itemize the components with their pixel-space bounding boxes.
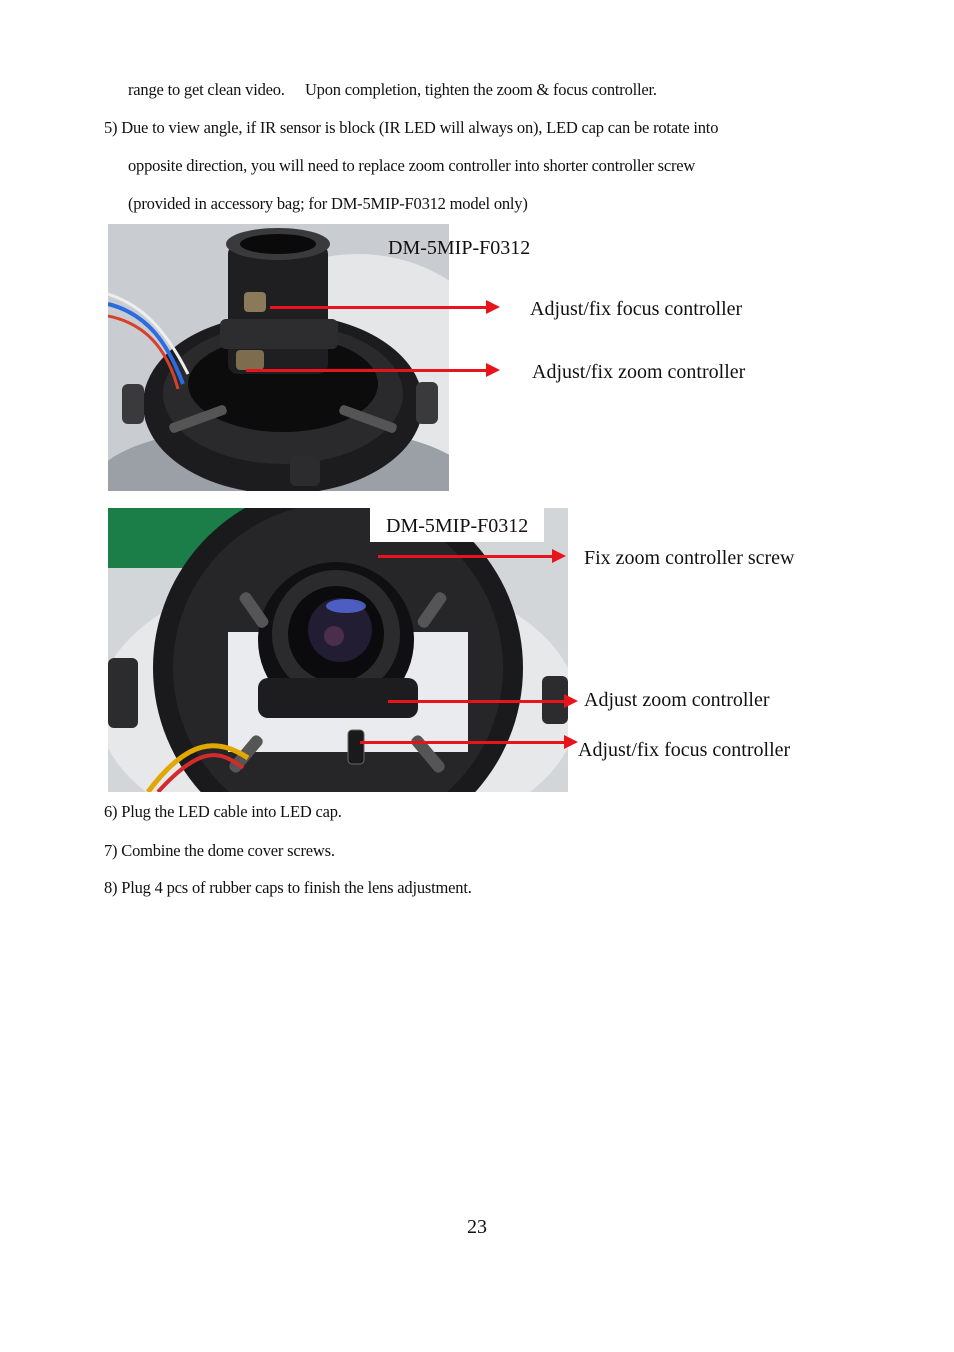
figure-1-model-label: DM-5MIP-F0312 [388, 237, 531, 259]
step-7: 7) Combine the dome cover screws. [104, 841, 335, 860]
step-5-line-1: 5) Due to view angle, if IR sensor is block (IR LED will always on), LED cap can be rotate into [104, 118, 719, 137]
figure-1-focus-arrow [270, 306, 488, 309]
figure-1-zoom-arrow [246, 369, 488, 372]
step-6: 6) Plug the LED cable into LED cap. [104, 802, 342, 821]
figure-2-fix-screw-label: Fix zoom controller screw [584, 547, 795, 569]
page-number: 23 [467, 1216, 487, 1238]
figure-2-zoom-arrow [388, 700, 566, 703]
figure-2-zoom-label: Adjust zoom controller [584, 689, 770, 711]
figure-2-focus-arrow [360, 741, 566, 744]
text-line-continuation: range to get clean video. Upon completion, tighten the zoom & focus controller. [128, 80, 657, 99]
figure-2-model-label: DM-5MIP-F0312 [370, 508, 544, 542]
figure-1-photo [108, 224, 449, 491]
figure-2-fix-screw-arrow [378, 555, 554, 558]
figure-2-focus-label: Adjust/fix focus controller [578, 739, 791, 761]
step-5-line-2: opposite direction, you will need to replace zoom controller into shorter controller screw [128, 156, 696, 175]
camera-lens-mount-photo-1 [108, 224, 449, 491]
figure-1-focus-label: Adjust/fix focus controller [530, 298, 743, 320]
step-8: 8) Plug 4 pcs of rubber caps to finish the lens adjustment. [104, 878, 472, 897]
camera-lens-mount-photo-2 [108, 508, 568, 792]
step-5-line-3: (provided in accessory bag; for DM-5MIP-F0312 model only) [128, 194, 528, 213]
figure-2-photo [108, 508, 568, 792]
figure-1-zoom-label: Adjust/fix zoom controller [532, 361, 746, 383]
